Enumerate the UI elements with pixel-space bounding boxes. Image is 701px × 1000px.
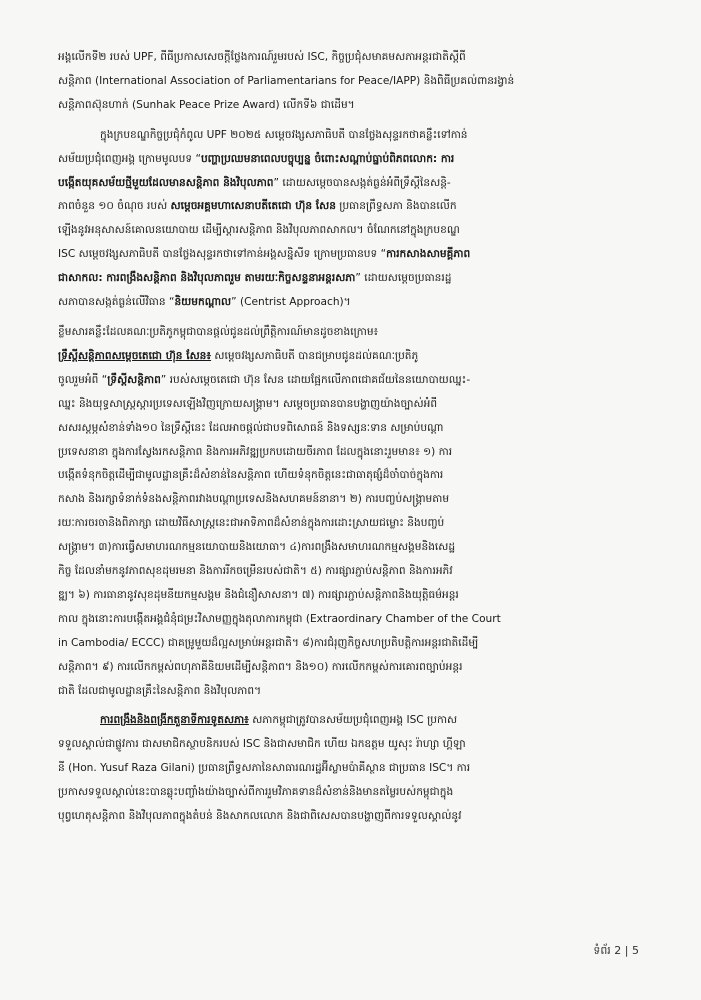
text-line — [58, 94, 645, 118]
text-line — [58, 488, 645, 512]
text-run: សង្គ្រាម។ ៣)ការធ្វើសមាហរណកម្មនយោបាយនិងយោធា។ ៤)ការពង្រឹងសមាហរណកម្មសង្គមនិងសេដ្ឋ — [58, 541, 456, 554]
text-line — [58, 512, 645, 536]
text-run: សសរស្តម្ភសំខាន់ទាំង១០ នៃទ្រឹស្តីនេះ ដែលអាចផ្តល់ជាបទពិសោធន៍ និងទស្សនៈទាន សម្រាប់បណ្តា — [58, 421, 444, 434]
text-run: ឈ្នះ និងយុទ្ធសាស្រ្តស្តារប្រទេសឡើងវិញក្រោយសង្គ្រាម។ សម្តេចប្រធានបានបង្ហាញយ៉ាងច្បាស់អំពី — [58, 397, 438, 410]
text-run: ក្នុងក្របខណ្ឌកិច្ចប្រជុំកំពូល UPF ២០២៥ សម្តេចវង្សសភាធិបតី បានថ្លែងសុន្ទរកថាគន្លឹះទៅកាន់ — [100, 128, 468, 141]
text-run: ប្រទេសនានា ក្នុងការស្វែងរកសន្តិភាព និងការអភិវឌ្ឍប្រកបដោយចីរភាព ដែលក្នុងនោះរួមមាន៖ ១) ការ — [58, 445, 453, 458]
text-run: ខ្លឹមសារគន្លឹះដែលគណៈប្រតិភូកម្ពុជាបានផ្តល់ជូនដល់ព្រឹត្តិការណ៍មានដូចខាងក្រោម៖ — [58, 325, 379, 338]
text-run: សភាកម្ពុជាត្រូវបានសម័យប្រជុំពេញអង្គ ISC ប្រកាស — [248, 714, 458, 727]
section-heading: ទ្រឹស្តីសន្តិភាពសម្តេចតេជោ ហ៊ុន សែន៖ — [58, 349, 212, 362]
text-line — [58, 291, 645, 315]
text-line — [58, 608, 645, 632]
document-body — [58, 46, 645, 829]
text-line — [58, 148, 645, 172]
text-run: កិច្ច ដែលនាំមកនូវភាពសុខដុមរមនា និងការរីកចម្រើនរបស់ជាតិ។ ៥) ការផ្សារភ្ជាប់សន្តិភាព និងការអភិវ — [58, 565, 453, 578]
text-line — [58, 46, 645, 70]
text-run: ជាតិ ដែលជាមូលដ្ឋានគ្រឹះនៃសន្តិភាព និងវិបុលភាព។ — [58, 684, 262, 697]
text-run: រយៈការចរចានិងពិភាក្សា ដោយវិធីសាស្ត្រនេះជាអាទិភាពដ៏សំខាន់ក្នុងការដោះស្រាយជម្លោះ និងបញ្ចប់ — [58, 517, 445, 530]
text-run: ” ដោយសម្តេចប្រធានរដ្ឋ — [355, 272, 452, 285]
text-line — [58, 267, 645, 291]
text-line — [58, 393, 645, 417]
paragraph — [58, 321, 645, 704]
bold-text: ការកសាងសាមគ្គីភាព — [386, 248, 471, 261]
text-line — [58, 464, 645, 488]
text-line — [58, 219, 645, 243]
text-line — [58, 70, 645, 94]
text-run: ” ដោយសម្តេចបានសង្កត់ធ្ងន់អំពីទ្រឹស្តីនៃសន្តិ- — [273, 176, 451, 189]
text-run: ប្រកាសទទួលស្គាល់នេះបានឆ្លុះបញ្ចាំងយ៉ាងច្បាស់ពីការរួមវិភាគទានដ៏សំខាន់និងមានតម្លៃរបស់កម្ពុជាក្នុង — [58, 786, 454, 799]
section-heading: ការពង្រឹងនិងពង្រីកតួនាទីការទូតសភា៖ — [100, 714, 249, 727]
text-run: សន្តិភាព។ ៩) ការលើកកម្ពស់ពហុភាគីនិយមដើម្បីសន្តិភាព។ និង១០) ការលើកកម្ពស់ការគោរពច្បាប់អន្តរ — [58, 660, 463, 673]
text-line — [58, 243, 645, 267]
bold-text: សម្តេចអគ្គមហាសេនាបតីតេជោ ហ៊ុន សែន — [170, 200, 336, 213]
text-line — [58, 124, 645, 148]
text-run: ឡើងនូវអនុសាសន៍គោលនយោបាយ ដើម្បីស្តារសន្តិភាព និងវិបុលភាពសាកល។ ចំណែកនៅក្នុងក្របខណ្ឌ — [58, 224, 460, 237]
bold-text: បញ្ហាប្រឈមនាពេលបច្ចុប្បន្ន ចំពោះសណ្តាប់ធ្នាប់ពិភពលោក: ការ — [200, 152, 455, 165]
text-line — [58, 369, 645, 393]
bold-text: ទ្រឹស្តីសន្តិភាព — [107, 373, 161, 386]
text-run: សម័យប្រជុំពេញអង្គ ក្រោមមូលបទ “ — [58, 152, 201, 165]
text-run: សម្តេចវង្សសភាធិបតី បានជម្រាបជូនដល់គណៈប្រតិភូ — [211, 349, 419, 362]
text-run: ទទួលស្គាល់ជាផ្លូវការ ជាសមាជិកស្ថាបនិករបស់ ISC និងជាសមាជិក ហើយ ឯកឧត្តម យូសុះ រ៉ាហ្សា ហ្គីឡា — [58, 738, 466, 751]
text-run: ប្រធានព្រឹទ្ធសភា និងបានលើក — [335, 200, 457, 213]
text-run: កសាង និងរក្សាទំនាក់ទំនងសន្តិភាពរវាងបណ្តាប្រទេសនិងសហគមន៍នានា។ ២) ការបញ្ចប់សង្គ្រាមតាម — [58, 493, 450, 506]
text-run: សភាបានសង្កត់ធ្ងន់លើវិធាន “ — [58, 296, 175, 309]
bold-text: ជាសាកល: ការពង្រឹងសន្តិភាព និងវិបុលភាពរួម តាមរយៈកិច្ចសន្ទនាអន្តរសភា — [58, 272, 356, 285]
text-line — [58, 733, 645, 757]
text-run: ចូលរួមអំពី “ — [58, 373, 108, 386]
bold-text: និយមកណ្តាល — [174, 296, 232, 309]
text-line — [58, 656, 645, 680]
text-line — [58, 560, 645, 584]
page-number: ទំព័រ 2 | 5 — [593, 944, 639, 957]
text-run: in Cambodia/ ECCC) ជាគម្រូមួយដ៏ល្អសម្រាប់អន្តរជាតិ។ ៨)ការជំរុញកិច្ចសហប្រតិបត្តិការអន្តរជាតិដើម្បី — [58, 636, 479, 649]
text-run: កាល ក្នុងនោះការបង្កើតអង្គជំនុំជម្រះវិសាមញ្ញក្នុងតុលាការកម្ពុជា (Extraordinary Chamber of the Court — [58, 612, 501, 625]
text-line — [58, 781, 645, 805]
text-line — [58, 757, 645, 781]
text-line — [58, 417, 645, 441]
paragraph — [58, 46, 645, 118]
text-line — [58, 805, 645, 829]
text-line — [58, 345, 645, 369]
text-line — [58, 321, 645, 345]
text-line — [58, 536, 645, 560]
text-line — [58, 195, 645, 219]
text-line — [58, 709, 645, 733]
text-run: ឌ្ឍ។ ៦) ការធានានូវសុខដុមនីយកម្មសង្គម និងជំនឿសាសនា។ ៧) ការផ្សារភ្ជាប់សន្តិភាពនិងយុត្តិធម៌អន្តរ — [58, 588, 459, 601]
text-line — [58, 632, 645, 656]
text-run: ភាពចំនួន ១០ ចំណុច របស់ — [58, 200, 171, 213]
paragraph — [58, 124, 645, 315]
text-run: ISC សម្តេចវង្សសភាធិបតី បានថ្លែងសុន្ទរកថាទៅកាន់អង្គសន្និសីទ ក្រោមប្រធានបទ “ — [58, 248, 387, 261]
paragraph — [58, 709, 645, 829]
text-line — [58, 172, 645, 196]
text-run: អង្គលើកទី២ របស់ UPF, ពីធីប្រកាសសេចក្តីថ្លែងការណ៍រួមរបស់ ISC, កិច្ចប្រជុំសមាគមសភាអន្តរជាតិស្តីពី — [58, 51, 466, 63]
text-run: បង្កើតទំនុកចិត្តដើម្បីជាមូលដ្ឋានគ្រឹះដ៏សំខាន់នៃសន្តិភាព ហើយទំនុកចិត្តនេះជាធាតុផ្សំដ៏ចាំបាច់ក្នុងការ — [58, 469, 444, 482]
text-run: ” របស់សម្តេចតេជោ ហ៊ុន សែន ដោយផ្អែកលើភាពជោគជ័យនៃនយោបាយឈ្នះ- — [160, 373, 471, 386]
text-run: សន្តិភាពស៊ុនហាក់ (Sunhak Peace Prize Award) លើកទី៦ ជាដើម។ — [58, 98, 355, 111]
text-line — [58, 680, 645, 704]
text-line — [58, 441, 645, 465]
bold-text: បង្កើតយុគសម័យថ្មីមួយដែលមានសន្តិភាព និងវិបុលភាព — [58, 176, 274, 189]
text-run: ” (Centrist Approach)។ — [231, 296, 351, 309]
text-line — [58, 584, 645, 608]
text-run: សន្តិភាព (International Association of Parliamentarians for Peace/IAPP) និងពិធីប្រគល់ពានរង្វាន់ — [58, 74, 515, 87]
text-run: នី (Hon. Yusuf Raza Gilani) ប្រធានព្រឹទ្ធសភានៃសាធារណរដ្ឋអ៊ីស្លាមប៉ាគីស្ថាន ជាប្រធាន ISC។ ការ — [58, 762, 471, 775]
text-run: បុព្វហេតុសន្តិភាព និងវិបុលភាពក្នុងតំបន់ និងសាកលលោក និងជាពិសេសបានបង្ហាញពីការទទួលស្គាល់នូវ — [58, 810, 462, 823]
